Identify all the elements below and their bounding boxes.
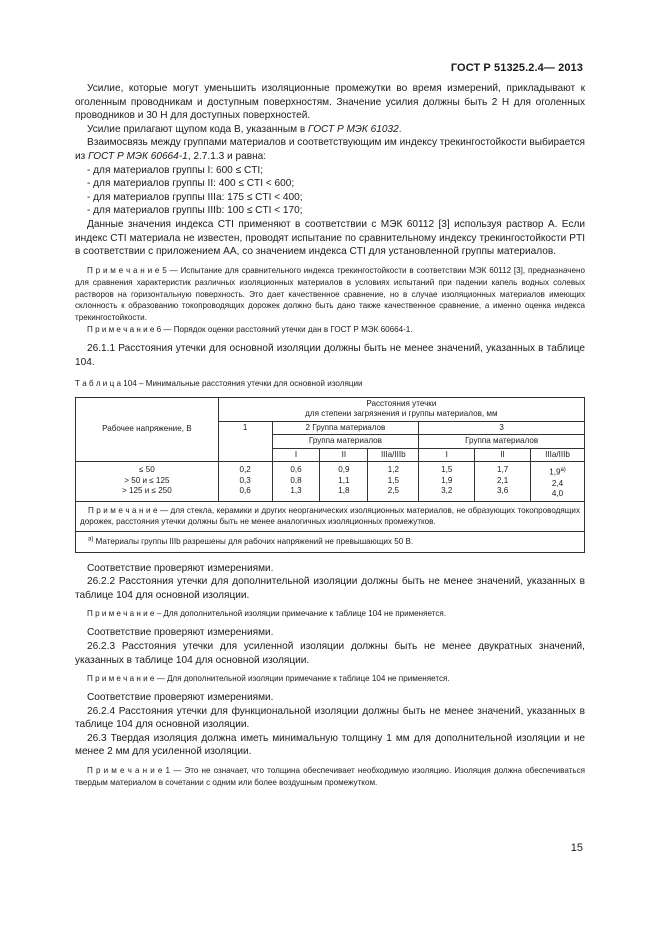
paragraph: 26.2.3 Расстояния утечки для усиленной изоляции должны быть не менее двукратных значений, указанных в таблице 104 для основной изоляции. bbox=[75, 640, 585, 666]
paragraph: 26.2.2 Расстояния утечки для дополнительной изоляции должны быть не менее значений, указанных в таблице 104 для основной изоляции. bbox=[75, 576, 585, 601]
note-6 bbox=[75, 324, 585, 336]
footnote-text: Материалы группы IIIb разрешены для рабочих напряжений не превышающих 50 В. bbox=[93, 536, 414, 546]
table-row bbox=[76, 462, 585, 501]
cell-deg3-II bbox=[475, 462, 531, 501]
note-label: П р и м е ч а н и е bbox=[88, 505, 158, 515]
cell-deg2-I bbox=[272, 462, 320, 501]
cell-value: ≤ 50 bbox=[139, 465, 155, 475]
header-group-3: Группа материалов bbox=[419, 435, 585, 449]
subheader: II bbox=[320, 448, 368, 462]
subheader: IIIa/IIIb bbox=[368, 448, 419, 462]
header-degree-3: 3 bbox=[419, 421, 585, 435]
doc-title: ГОСТ Р 51325.2.4— 2013 bbox=[450, 62, 583, 74]
cell-voltages bbox=[76, 462, 219, 501]
cell-value bbox=[534, 465, 581, 478]
cell-value: 1,1 bbox=[338, 475, 350, 485]
cell-deg3-I bbox=[419, 462, 475, 501]
footnote-mark: а) bbox=[88, 536, 94, 543]
note-label: П р и м е ч а н и е 1 bbox=[87, 766, 171, 776]
note-label: П р и м е ч а н и е 5 bbox=[87, 265, 167, 275]
header-creepage bbox=[218, 397, 584, 421]
footnote-mark: а) bbox=[560, 467, 566, 474]
note-label: П р и м е ч а н и е bbox=[87, 674, 155, 684]
header-voltage: Рабочее напряжение, В bbox=[76, 397, 219, 462]
cell-value: 0,2 bbox=[239, 465, 251, 475]
cell-value: 0,9 bbox=[338, 465, 350, 475]
cell-value: 2,4 bbox=[551, 478, 564, 488]
note-text: — Порядок оценки расстояний утечки дан в ГОСТ Р МЭК 60664-1. bbox=[161, 325, 413, 335]
cell-value: 3,6 bbox=[496, 486, 509, 496]
paragraph: 26.1.1 Расстояния утечки для основной изоляции должны быть не менее значений, указанных в таблице 104. bbox=[75, 343, 585, 368]
cell-deg2-III bbox=[368, 462, 419, 501]
note-text: — для стекла, керамики и других неорганических изоляционных материалов, не образующих токопроводящих дорожек, расстояния утечки должны быть не менее аналогичных изоляционных промежутков. bbox=[80, 505, 580, 527]
paragraph: Усилие, которые могут уменьшить изоляционные промежутки во время измерений, прикладывают к оголенным проводникам и доступным поверхностям. Значение усилия должны быть 2 Н для оголенных проводников и 30 Н для доступных поверхностей. bbox=[75, 83, 585, 122]
list-item: - для материалов группы II: 400 ≤ CTI < 600; bbox=[87, 178, 295, 190]
header-degree-1: 1 bbox=[218, 421, 272, 462]
cell-value: 1,5 bbox=[387, 475, 399, 485]
list-item: - для материалов группы IIIb: 100 ≤ CTI < 170; bbox=[87, 205, 303, 217]
cell-value: > 50 и ≤ 125 bbox=[124, 475, 170, 485]
cell-value: 0,8 bbox=[290, 475, 302, 485]
paragraph bbox=[75, 123, 585, 137]
cell-value: 1,9 bbox=[441, 475, 453, 485]
spacer bbox=[75, 553, 585, 562]
cell-value: 4,0 bbox=[551, 489, 564, 499]
header-group-2: Группа материалов bbox=[272, 435, 419, 449]
header-line: Расстояния утечки bbox=[366, 398, 437, 408]
paragraph bbox=[75, 136, 585, 163]
cell-value: 3,2 bbox=[441, 486, 453, 496]
header-line: для степени загрязнения и группы материалов, мм bbox=[305, 409, 498, 419]
standard-ref: ГОСТ Р МЭК 60664-1 bbox=[88, 150, 188, 162]
header-degree-2: 2 Группа материалов bbox=[272, 421, 419, 435]
paragraph: Данные значения индекса CTI применяют в соответствии с МЭК 60112 [3] используя раствор А. Если индекс CTI материала не известен, проводят испытание по сравнительному индексу трекингостойкости PTI в соответствии с приложением АА, со значением индекса CTI для установленной группы материалов. bbox=[75, 218, 585, 258]
standard-ref: ГОСТ Р МЭК 61032 bbox=[308, 123, 399, 135]
list-item: - для материалов группы IIIa: 175 ≤ CTI < 400; bbox=[87, 191, 303, 203]
table-note-row bbox=[76, 501, 585, 532]
paragraph: Соответствие проверяют измерениями. bbox=[87, 627, 274, 639]
note bbox=[75, 608, 585, 620]
paragraph: 26.3 Твердая изоляция должна иметь минимальную толщину 1 мм для дополнительной изоляции и не менее 2 мм для усиленной изоляции. bbox=[75, 732, 585, 758]
cell-value: 0,3 bbox=[239, 475, 251, 485]
footnote bbox=[80, 537, 413, 546]
note-text: – Для дополнительной изоляции примечание к таблице 104 не применяется. bbox=[154, 609, 447, 619]
text-run: . bbox=[398, 123, 402, 135]
note bbox=[75, 765, 585, 789]
table-caption bbox=[75, 377, 585, 391]
cell-value: 0,6 bbox=[290, 465, 302, 475]
text-run: Усилие прилагают щупом кода B, указанным в bbox=[87, 123, 309, 135]
note-label: П р и м е ч а н и е 6 bbox=[87, 325, 162, 335]
cell-value: 1,2 bbox=[387, 465, 399, 475]
caption-label: Т а б л и ц а bbox=[75, 379, 121, 389]
note bbox=[75, 673, 585, 685]
cell-deg3-III bbox=[531, 462, 585, 501]
page-number: 15 bbox=[570, 842, 583, 854]
text-run: , 2.7.1.3 и равна: bbox=[187, 150, 267, 162]
cell-value: 1,3 bbox=[290, 486, 302, 496]
list-item: - для материалов группы I: 600 ≤ CTI; bbox=[87, 164, 264, 176]
table-footnote bbox=[76, 532, 585, 552]
note-label: П р и м е ч а н и е bbox=[87, 609, 155, 619]
note-5 bbox=[75, 265, 585, 325]
subheader: II bbox=[475, 448, 531, 462]
paragraph: Соответствие проверяют измерениями. bbox=[87, 562, 274, 574]
cell-deg1 bbox=[218, 462, 272, 501]
note-text: — Это не означает, что толщина обеспечивает необходимую изоляцию. Изоляция должна обеспечиваться твердым материалом в сочетании с одним или более воздушным промежутком. bbox=[75, 766, 585, 787]
cell-value: 2,1 bbox=[496, 475, 509, 485]
page-body bbox=[75, 82, 585, 789]
table-note bbox=[76, 501, 585, 532]
cell-value: 1,8 bbox=[338, 486, 350, 496]
cell-value: 2,5 bbox=[387, 486, 399, 496]
caption-text: 104 – Минимальные расстояния утечки для основной изоляции bbox=[120, 379, 363, 389]
note-text: — Испытание для сравнительного индекса трекингостойкости в соответствии МЭК 60112 [3], предназначено для сравнения характеристик различных изоляционных материалов в условиях испытаний при падении капель водных солевых растворов на горизонтальную поверхность. Это дает качественное сравнение, но в случае изоляционных материалов имеющих склонность к образованию токопроводящих дорожек должно быть дано также качественное сравнение, а именно оценка индекса трекингостойкости. bbox=[75, 265, 585, 323]
paragraph: Соответствие проверяют измерениями. bbox=[87, 692, 274, 704]
text-run: Взаимосвязь между группами материалов и соответствующим им индексу трекингостойкости выбирается из bbox=[75, 137, 585, 162]
cell-value: 1,7 bbox=[496, 465, 509, 475]
cell-deg2-II bbox=[320, 462, 368, 501]
paragraph: 26.2.4 Расстояния утечки для функциональной изоляции должны быть не менее значений, указанных в таблице 104 для основной изоляции. bbox=[75, 705, 585, 731]
cell-value: 0,6 bbox=[239, 486, 251, 496]
subheader: I bbox=[272, 448, 320, 462]
cell-number: 1,9 bbox=[549, 468, 561, 478]
creepage-table bbox=[75, 397, 585, 553]
table-header-row bbox=[76, 397, 585, 421]
subheader: I bbox=[419, 448, 475, 462]
cell-value: > 125 и ≤ 250 bbox=[122, 486, 172, 496]
note-text: — Для дополнительной изоляции примечание к таблице 104 не применяется. bbox=[154, 674, 450, 684]
table-footnote-row bbox=[76, 532, 585, 552]
subheader: IIIa/IIIb bbox=[531, 448, 585, 462]
cell-value: 1,5 bbox=[441, 465, 453, 475]
